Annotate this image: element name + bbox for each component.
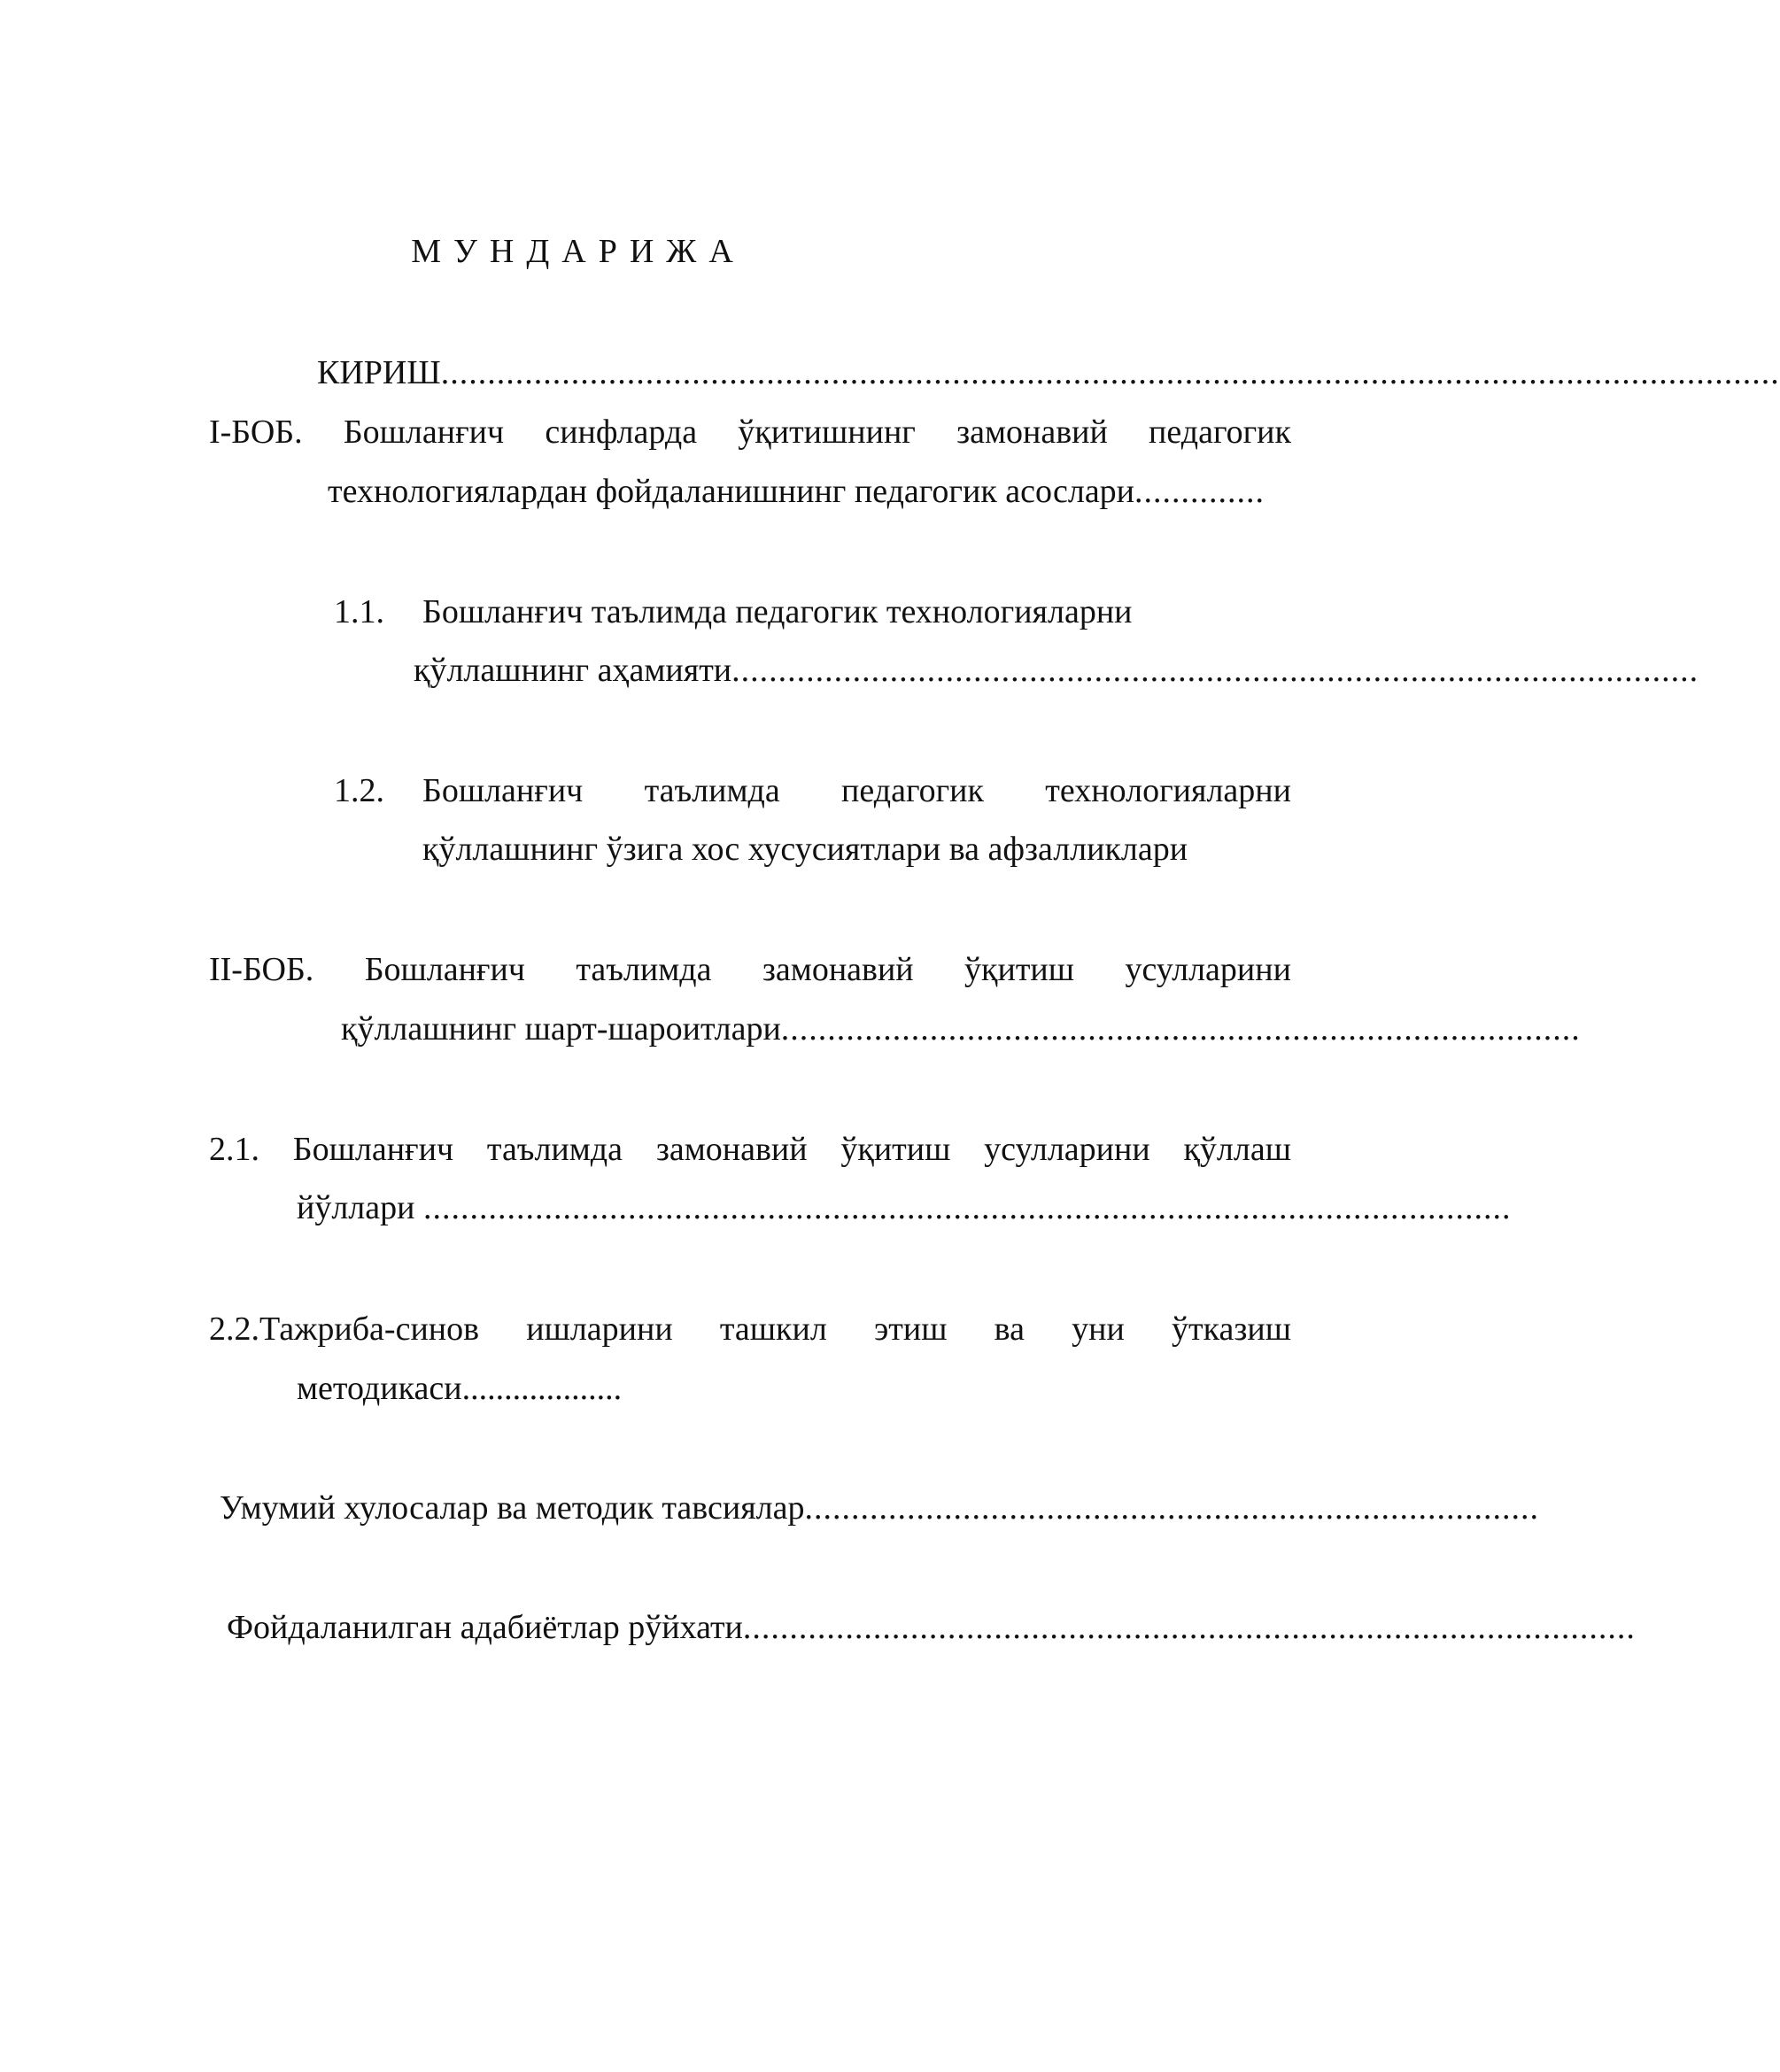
toc-section-1-2-line-2 — [422, 829, 1291, 870]
toc-entry-intro — [317, 352, 1780, 393]
toc-section-2-1-word: замонавий — [655, 1131, 808, 1168]
toc-section-1-1-line-2 — [414, 650, 1699, 691]
toc-entry-references-leader: ................................................................................................ — [742, 1609, 1636, 1646]
toc-section-2-2-word: этиш — [873, 1310, 948, 1348]
toc-chapter-1-line-2 — [328, 471, 1291, 512]
toc-chapter-2-word: замонавий — [762, 951, 914, 988]
toc-section-1-1-line-1 — [334, 591, 1291, 632]
toc-chapter-2-word: Бошланғич — [364, 951, 525, 988]
toc-chapter-2-word: усулларини — [1125, 951, 1291, 988]
toc-section-2-2-word: уни — [1072, 1310, 1125, 1348]
toc-section-1-1-leader: ........................................................................................................ — [731, 652, 1699, 689]
toc-section-1-2-word: таълимда — [644, 772, 780, 809]
toc-section-2-2-word: ишларини — [526, 1310, 673, 1348]
toc-chapter-1-word: замонавий — [956, 414, 1108, 451]
toc-section-2-2-title-end: методикаси — [297, 1370, 462, 1407]
toc-section-2-2-word: ўтказиш — [1172, 1310, 1291, 1348]
toc-entry-conclusions-text: Умумий хулосалар ва методик тавсиялар — [220, 1489, 805, 1527]
toc-entry-references — [227, 1607, 1636, 1648]
toc-entry-intro-leader: ................................................................................................................................................ — [440, 354, 1780, 391]
toc-section-2-1-word: усулларини — [984, 1131, 1150, 1168]
toc-section-2-1-title-end: йўллари — [297, 1189, 423, 1226]
toc-section-1-2-words — [422, 770, 1291, 811]
toc-section-2-2-leader: ................... — [461, 1370, 623, 1407]
toc-section-1-1-title-start: Бошланғич таълимда педагогик технологияларни — [422, 593, 1133, 630]
toc-chapter-2-word: таълимда — [576, 951, 712, 988]
toc-section-2-2-line-2 — [297, 1368, 1182, 1409]
toc-section-1-2-line-1 — [334, 770, 1291, 811]
toc-section-2-1-leader: ..................................................................................................................... — [422, 1189, 1512, 1226]
toc-section-2-1-number: 2.1. — [209, 1131, 259, 1168]
toc-title: МУНДАРИЖА — [411, 233, 746, 270]
toc-section-1-1-title-end: қўллашнинг аҳамияти — [414, 652, 732, 689]
toc-section-2-1-word: Бошланғич — [292, 1131, 454, 1168]
toc-section-1-2-word: педагогик — [841, 772, 984, 809]
toc-chapter-2-line-1 — [209, 949, 1291, 990]
toc-chapter-1-label: I-БОБ. — [209, 414, 303, 451]
toc-section-2-1-word: таълимда — [486, 1131, 623, 1168]
toc-section-2-1-line-1 — [209, 1129, 1291, 1170]
toc-chapter-2-title-end: қўллашнинг шарт-шароитлари — [341, 1010, 781, 1048]
toc-section-2-1-word: ўқитиш — [840, 1131, 951, 1168]
toc-section-2-2-word: ва — [994, 1310, 1025, 1348]
toc-section-1-2-title-end: қўллашнинг ўзига хос хусусиятлари ва афзалликлари — [422, 831, 1188, 868]
toc-entry-intro-text: КИРИШ — [317, 354, 441, 391]
toc-chapter-1-word: Бошланғич — [343, 414, 505, 451]
toc-section-2-1-word: қўллаш — [1183, 1131, 1291, 1168]
toc-section-2-2-word: ташкил — [719, 1310, 827, 1348]
toc-entry-references-text: Фойдаланилган адабиётлар рўйхати — [227, 1609, 743, 1646]
toc-section-1-2-number: 1.2. — [334, 772, 384, 809]
toc-chapter-2-word: ўқитиш — [964, 951, 1075, 988]
toc-chapter-1-word: синфларда — [545, 414, 698, 451]
toc-chapter-1-word: педагогик — [1149, 414, 1291, 451]
toc-chapter-2-line-2 — [341, 1009, 1581, 1049]
toc-section-1-2-word: технологияларни — [1045, 772, 1291, 809]
toc-chapter-1-title-end: технологиялардан фойдаланишнинг педагогик асослари — [328, 473, 1135, 510]
toc-section-1-2-word: Бошланғич — [422, 772, 584, 809]
toc-section-1-1-number: 1.1. — [334, 593, 384, 630]
toc-chapter-1-leader: .............. — [1134, 473, 1265, 510]
toc-chapter-2-leader: ...................................................................................... — [780, 1010, 1581, 1048]
toc-section-2-2-line-1 — [209, 1309, 1291, 1349]
toc-chapter-1-line-1 — [209, 412, 1291, 452]
toc-section-2-1-line-2 — [297, 1187, 1512, 1228]
toc-entry-conclusions-leader: ............................................................................... — [804, 1489, 1540, 1527]
toc-section-2-2-title-start: 2.2.Тажриба-синов — [209, 1310, 480, 1348]
toc-chapter-1-word: ўқитишнинг — [738, 414, 916, 451]
toc-chapter-2-label: II-БОБ. — [209, 951, 314, 988]
toc-entry-conclusions — [220, 1488, 1540, 1528]
